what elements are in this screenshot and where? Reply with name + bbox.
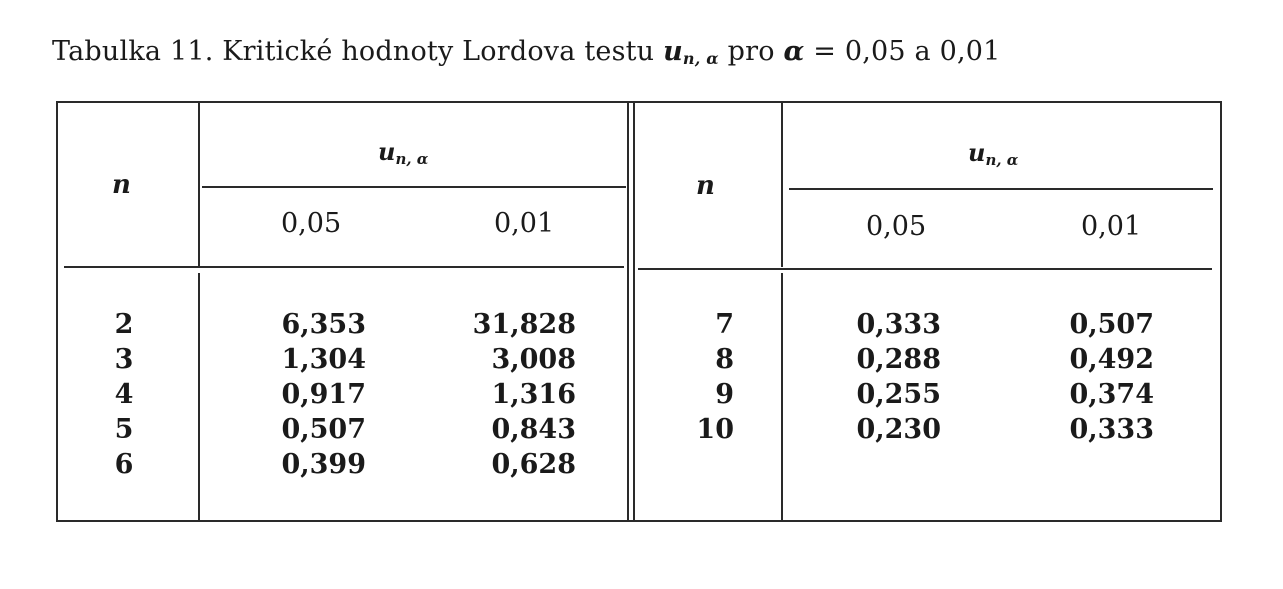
- left-n-header: n: [112, 170, 131, 200]
- caption-middle: pro: [727, 36, 775, 67]
- critical-values-table: [56, 101, 1222, 522]
- table-cell: 4: [114, 379, 134, 410]
- left-u-subscript: n, α: [395, 150, 429, 168]
- right-n-header: n: [696, 171, 715, 201]
- left-n-column: [106, 307, 142, 482]
- caption-subscript: n, α: [682, 49, 719, 68]
- table-cell: 3,008: [491, 344, 576, 375]
- table-cell: 0,917: [281, 379, 366, 410]
- right-header-rule: [638, 268, 1212, 270]
- table-cell: 2: [114, 309, 134, 340]
- table-cell: 1,304: [281, 344, 366, 375]
- right-001-column: [1051, 307, 1154, 447]
- right-u-symbol: u: [968, 138, 986, 167]
- table-caption: [52, 36, 1001, 67]
- caption-suffix: = 0,05 a 0,01: [813, 36, 1001, 67]
- left-n-divider: [198, 101, 200, 267]
- table-cell: 0,333: [856, 309, 941, 340]
- table-cell: 0,288: [856, 344, 941, 375]
- table-cell: 31,828: [472, 309, 576, 340]
- right-n-divider: [781, 101, 783, 267]
- caption-symbol: u: [663, 36, 683, 67]
- table-cell: 0,333: [1069, 414, 1154, 445]
- table-cell: 6,353: [281, 309, 366, 340]
- caption-prefix: Tabulka 11. Kritické hodnoty Lordova testu: [52, 36, 655, 67]
- right-n-column: [684, 307, 734, 447]
- right-u-subscript: n, α: [985, 151, 1019, 169]
- table-cell: 0,507: [1069, 309, 1154, 340]
- table-cell: 0,230: [856, 414, 941, 445]
- table-cell: 0,843: [491, 414, 576, 445]
- table-cell: 1,316: [491, 379, 576, 410]
- caption-alpha: α: [783, 36, 805, 67]
- table-cell: 0,399: [281, 449, 366, 480]
- left-alpha-005: 0,05: [281, 208, 342, 239]
- table-cell: 5: [114, 414, 134, 445]
- right-005-column: [836, 307, 941, 447]
- table-cell: 6: [114, 449, 134, 480]
- left-u-symbol: u: [378, 137, 396, 166]
- table-cell: 10: [696, 414, 734, 445]
- left-005-column: [256, 307, 366, 482]
- right-u-header: [968, 138, 1018, 167]
- right-n-divider-body: [781, 273, 783, 522]
- table-border-top: [56, 101, 1222, 103]
- left-u-header: [378, 137, 428, 166]
- table-cell: 3: [114, 344, 134, 375]
- table-cell: 9: [715, 379, 734, 410]
- left-n-divider-body: [198, 273, 200, 522]
- left-u-underline: [202, 186, 626, 188]
- table-border-right: [1220, 101, 1222, 522]
- left-header-rule: [64, 266, 624, 268]
- center-divider-b: [633, 101, 635, 522]
- table-cell: 0,492: [1069, 344, 1154, 375]
- table-border-left: [56, 101, 58, 522]
- right-u-underline: [789, 188, 1213, 190]
- left-alpha-001: 0,01: [494, 208, 555, 239]
- table-cell: 0,507: [281, 414, 366, 445]
- table-cell: 7: [715, 309, 734, 340]
- right-alpha-001: 0,01: [1081, 211, 1142, 242]
- table-border-bottom: [56, 520, 1222, 522]
- table-cell: 0,374: [1069, 379, 1154, 410]
- left-001-column: [456, 307, 576, 482]
- table-cell: 8: [715, 344, 734, 375]
- right-alpha-005: 0,05: [866, 211, 927, 242]
- table-cell: 0,628: [491, 449, 576, 480]
- table-cell: 0,255: [856, 379, 941, 410]
- center-divider-a: [627, 101, 629, 522]
